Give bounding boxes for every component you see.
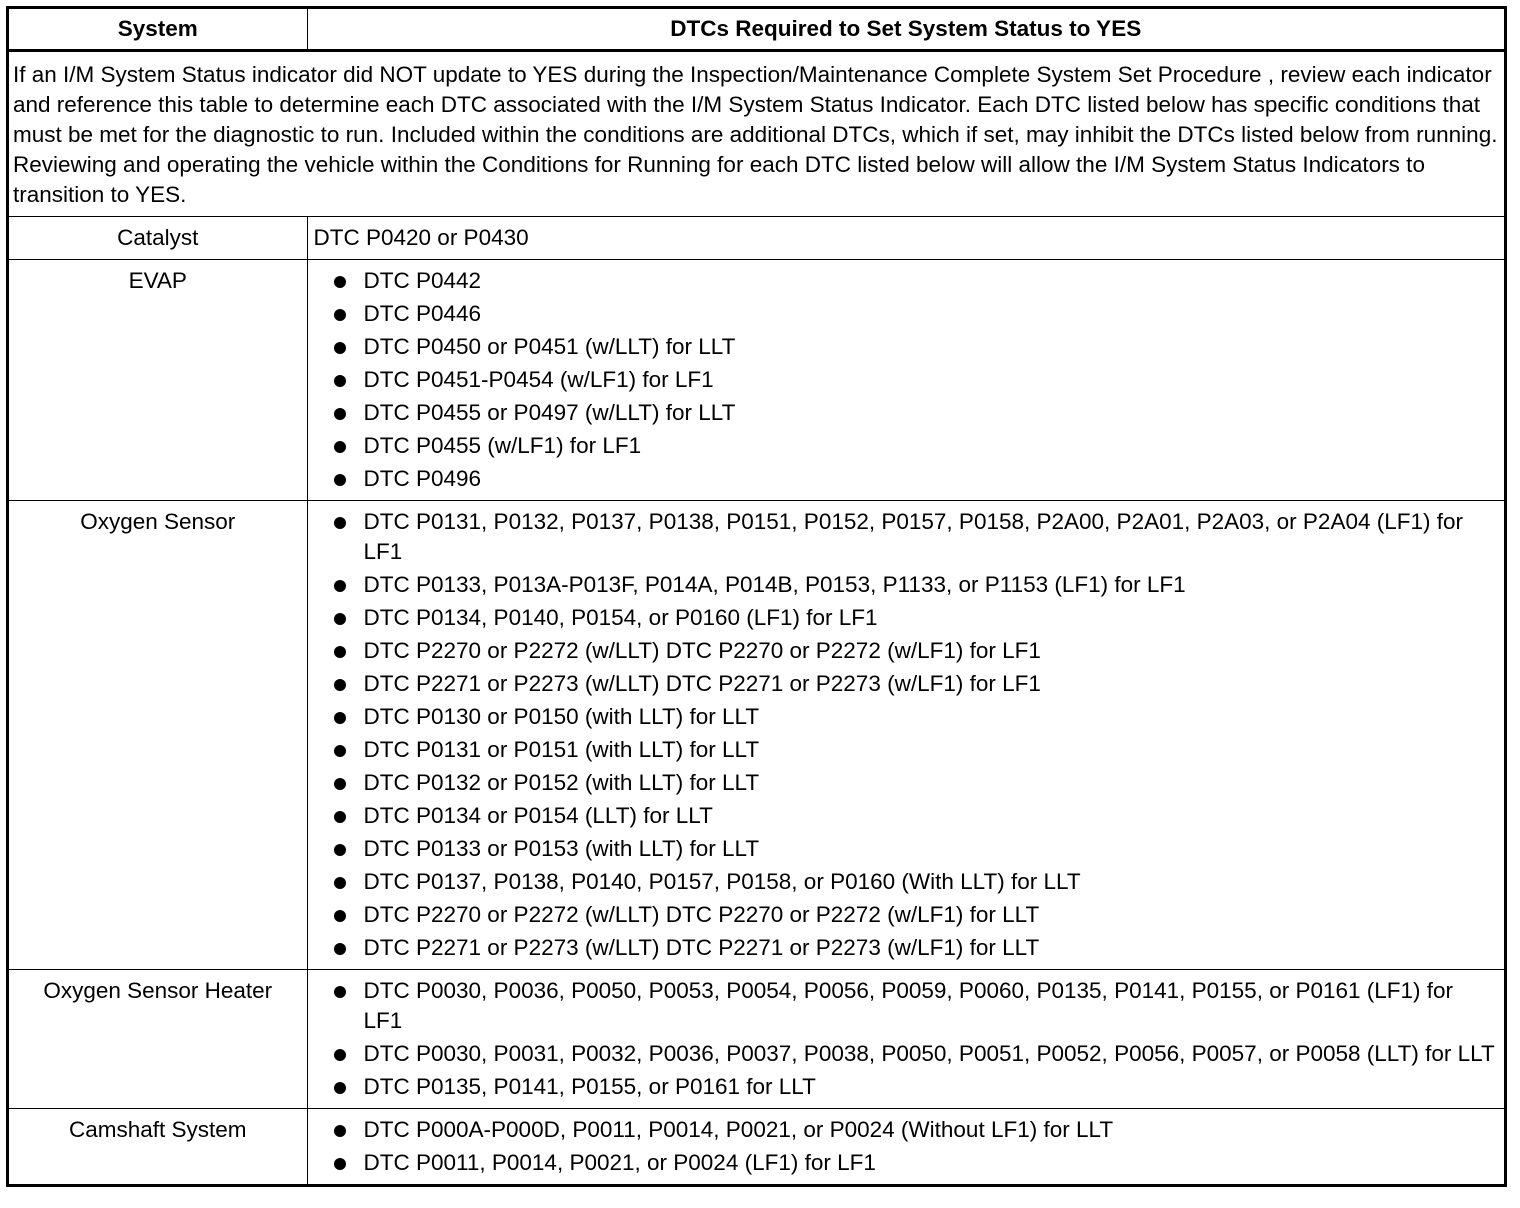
dtc-item-text: DTC P0496 <box>363 466 482 491</box>
dtc-item-text: DTC P0130 or P0150 (with LLT) for LLT <box>363 704 760 729</box>
system-name: Catalyst <box>9 217 307 260</box>
dtc-list-cell <box>307 501 1504 970</box>
header-dtcs: DTCs Required to Set System Status to YES <box>307 9 1504 51</box>
table-row <box>9 217 1504 260</box>
bullet-icon <box>334 474 346 486</box>
dtc-item-text: DTC P0131 or P0151 (with LLT) for LLT <box>363 737 760 762</box>
dtc-item-text: DTC P0030, P0031, P0032, P0036, P0037, P0038, P0050, P0051, P0052, P0056, P0057, or P0058 (LLT) for LLT <box>363 1041 1495 1066</box>
list-item <box>314 976 1497 1036</box>
bullet-icon <box>334 712 346 724</box>
bullet-icon <box>334 580 346 592</box>
list-item <box>314 266 1497 296</box>
bullet-icon <box>334 613 346 625</box>
bullet-icon <box>334 778 346 790</box>
dtc-list-cell <box>307 260 1504 501</box>
dtc-item-text: DTC P2270 or P2272 (w/LLT) DTC P2270 or P2272 (w/LF1) for LLT <box>363 902 1040 927</box>
system-name: EVAP <box>9 260 307 501</box>
dtc-item-text: DTC P0134 or P0154 (LLT) for LLT <box>363 803 713 828</box>
dtc-item-text: DTC P0134, P0140, P0154, or P0160 (LF1) for LF1 <box>363 605 878 630</box>
dtc-item-text: DTC P2271 or P2273 (w/LLT) DTC P2271 or P2273 (w/LF1) for LF1 <box>363 671 1041 696</box>
bullet-icon <box>334 679 346 691</box>
list-item <box>314 332 1497 362</box>
bullet-icon <box>334 844 346 856</box>
table-row <box>9 970 1504 1109</box>
list-item <box>314 365 1497 395</box>
bullet-icon <box>334 943 346 955</box>
dtc-item-text: DTC P0131, P0132, P0137, P0138, P0151, P0152, P0157, P0158, P2A00, P2A01, P2A03, or P2A04 (LF1) for LF1 <box>363 509 1464 564</box>
list-item <box>314 299 1497 329</box>
bullet-icon <box>334 375 346 387</box>
dtc-item-text: DTC P0137, P0138, P0140, P0157, P0158, or P0160 (With LLT) for LLT <box>363 869 1081 894</box>
dtc-text: DTC P0420 or P0430 <box>307 217 1504 260</box>
bullet-icon <box>334 517 346 529</box>
list-item <box>314 900 1497 930</box>
bullet-icon <box>334 745 346 757</box>
dtc-item-text: DTC P0135, P0141, P0155, or P0161 for LLT <box>363 1074 816 1099</box>
list-item <box>314 570 1497 600</box>
bullet-icon <box>334 1049 346 1061</box>
dtc-item-text: DTC P0442 <box>363 268 482 293</box>
list-item <box>314 1148 1497 1178</box>
list-item <box>314 603 1497 633</box>
dtc-item-text: DTC P0455 (w/LF1) for LF1 <box>363 433 642 458</box>
bullet-icon <box>334 646 346 658</box>
list-item <box>314 735 1497 765</box>
bullet-icon <box>334 811 346 823</box>
list-item <box>314 834 1497 864</box>
dtc-list-cell <box>307 1109 1504 1185</box>
system-name: Oxygen Sensor <box>9 501 307 970</box>
list-item <box>314 398 1497 428</box>
dtc-item-text: DTC P0446 <box>363 301 482 326</box>
dtc-list <box>314 1115 1497 1178</box>
list-item <box>314 636 1497 666</box>
bullet-icon <box>334 342 346 354</box>
dtc-item-text: DTC P0011, P0014, P0021, or P0024 (LF1) for LF1 <box>363 1150 876 1175</box>
bullet-icon <box>334 309 346 321</box>
dtc-item-text: DTC P0133 or P0153 (with LLT) for LLT <box>363 836 760 861</box>
dtc-list <box>314 266 1497 494</box>
table-row <box>9 501 1504 970</box>
dtc-list-cell <box>307 970 1504 1109</box>
table-row <box>9 1109 1504 1185</box>
list-item <box>314 1039 1497 1069</box>
header-system: System <box>9 9 307 51</box>
bullet-icon <box>334 408 346 420</box>
dtc-item-text: DTC P0455 or P0497 (w/LLT) for LLT <box>363 400 736 425</box>
list-item <box>314 768 1497 798</box>
dtc-item-text: DTC P0030, P0036, P0050, P0053, P0054, P0056, P0059, P0060, P0135, P0141, P0155, or P0161 (LF1) for LF1 <box>363 978 1454 1033</box>
table-row <box>9 260 1504 501</box>
list-item <box>314 464 1497 494</box>
list-item <box>314 669 1497 699</box>
bullet-icon <box>334 276 346 288</box>
list-item <box>314 933 1497 963</box>
list-item <box>314 801 1497 831</box>
dtc-list <box>314 507 1497 963</box>
bullet-icon <box>334 910 346 922</box>
bullet-icon <box>334 877 346 889</box>
bullet-icon <box>334 1158 346 1170</box>
list-item <box>314 1115 1497 1145</box>
intro-text: If an I/M System Status indicator did NOT update to YES during the Inspection/Maintenance Complete System Set Procedure , review each indicator and reference this table to determine each DTC associated with the I/M System Status Indicator. Each DTC listed below has specific conditions that must be met for the diagnostic to run. Included within the conditions are additional DTCs, which if set, may inhibit the DTCs listed below from running. Reviewing and operating the vehicle within the Conditions for Running for each DTC listed below will allow the I/M System Status Indicators to transition to YES. <box>9 51 1504 217</box>
list-item <box>314 1072 1497 1102</box>
list-item <box>314 431 1497 461</box>
dtc-item-text: DTC P2270 or P2272 (w/LLT) DTC P2270 or P2272 (w/LF1) for LF1 <box>363 638 1041 663</box>
dtc-list <box>314 976 1497 1102</box>
dtc-item-text: DTC P000A-P000D, P0011, P0014, P0021, or P0024 (Without LF1) for LLT <box>363 1117 1114 1142</box>
dtc-table <box>9 9 1504 1184</box>
bullet-icon <box>334 1125 346 1137</box>
dtc-item-text: DTC P0451-P0454 (w/LF1) for LF1 <box>363 367 714 392</box>
bullet-icon <box>334 986 346 998</box>
dtc-item-text: DTC P2271 or P2273 (w/LLT) DTC P2271 or P2273 (w/LF1) for LLT <box>363 935 1040 960</box>
dtc-item-text: DTC P0450 or P0451 (w/LLT) for LLT <box>363 334 736 359</box>
dtc-item-text: DTC P0132 or P0152 (with LLT) for LLT <box>363 770 760 795</box>
bullet-icon <box>334 441 346 453</box>
dtc-table-frame <box>6 6 1507 1187</box>
intro-row <box>9 51 1504 217</box>
bullet-icon <box>334 1082 346 1094</box>
system-name: Camshaft System <box>9 1109 307 1185</box>
dtc-item-text: DTC P0133, P013A-P013F, P014A, P014B, P0153, P1133, or P1153 (LF1) for LF1 <box>363 572 1186 597</box>
list-item <box>314 867 1497 897</box>
list-item <box>314 702 1497 732</box>
system-name: Oxygen Sensor Heater <box>9 970 307 1109</box>
header-row <box>9 9 1504 51</box>
list-item <box>314 507 1497 567</box>
